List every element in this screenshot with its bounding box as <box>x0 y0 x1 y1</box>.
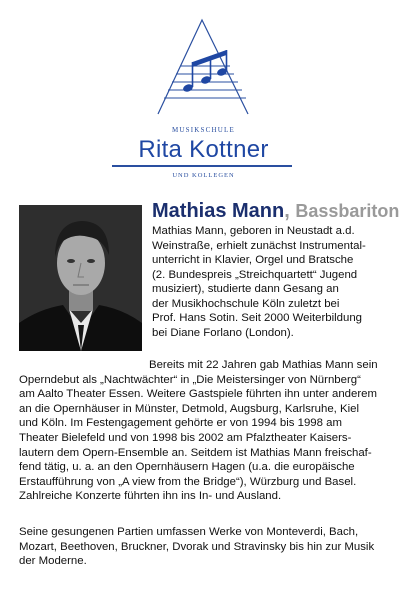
bio-career-line: Zahlreiche Konzerte führten ihn ins In- und Ausland. <box>19 490 282 503</box>
bio-repertoire-line: der Moderne. <box>19 555 87 568</box>
bio-career-line: Operndebut als „Nachtwächter“ in „Die Meistersinger von Nürnberg“ <box>19 373 361 386</box>
bio-career-line: Bereits mit 22 Jahren gab Mathias Mann sein <box>149 359 378 371</box>
logo-top-label: MUSIKSCHULE <box>172 126 235 134</box>
bio-career-line: lautern dem Opern-Ensemble an. Seitdem ist Mathias Mann freischaf- <box>19 446 372 459</box>
artist-portrait-photo <box>19 205 142 351</box>
bio-repertoire-line: Seine gesungenen Partien umfassen Werke von Monteverdi, Bach, <box>19 526 359 538</box>
heading-separator: , <box>284 200 290 222</box>
bio-career-paragraph <box>19 358 404 504</box>
bio-intro-line: (2. Bundespreis „Streichquartett“ Jugend <box>152 268 358 281</box>
school-name: Rita Kottner <box>138 136 269 163</box>
bio-career-line: an die Opernhäuser in Münster, Detmold, Augsburg, Karlsruhe, Kiel <box>19 402 360 415</box>
bio-intro-line: unterricht in Klavier, Orgel und Bratsche <box>152 254 354 266</box>
artist-name: Mathias Mann <box>152 200 285 222</box>
bio-career-line: fend tätig, u. a. an den Opernhäusern Hagen (u.a. die europäische <box>19 461 355 474</box>
bio-intro-line: bei Diane Forlano (London). <box>152 326 294 339</box>
artist-heading <box>152 200 399 223</box>
bio-intro-line: Weinstraße, erhielt zunächst Instrumental- <box>152 239 366 252</box>
bio-career-line: Erstaufführung von „A view from the Bridge“), Würzburg und Basel. <box>19 475 357 488</box>
bio-repertoire-paragraph <box>19 525 404 569</box>
bio-intro-line: der Musikhochschule Köln zuletzt bei <box>152 297 340 310</box>
bio-career-line: am Aalto Theater Essen. Weitere Gastspiele führten ihn unter anderem <box>19 388 377 401</box>
bio-career-line: Theater Bielefeld und von 1998 bis 2002 am Pfalztheater Kaisers- <box>19 431 352 444</box>
bio-career-line: und Köln. Im Festengagement gehörte er von 1994 bis 1998 am <box>19 417 342 430</box>
artist-voice-type: Bassbariton <box>295 201 400 221</box>
bio-intro-line: Mathias Mann, geboren in Neustadt a.d. <box>152 225 355 237</box>
music-house-logo-icon <box>150 14 260 126</box>
logo-divider <box>112 165 292 167</box>
bio-intro-line: musiziert), studierte dann Gesang an <box>152 283 339 295</box>
logo-sub-label: UND KOLLEGEN <box>172 172 235 179</box>
bio-intro-paragraph <box>152 224 402 340</box>
school-logo <box>0 0 407 185</box>
bio-repertoire-line: Mozart, Beethoven, Bruckner, Dvorak und Stravinsky bis hin zur Musik <box>19 540 375 553</box>
bio-intro-line: Prof. Hans Sotin. Seit 2000 Weiterbildung <box>152 312 363 324</box>
